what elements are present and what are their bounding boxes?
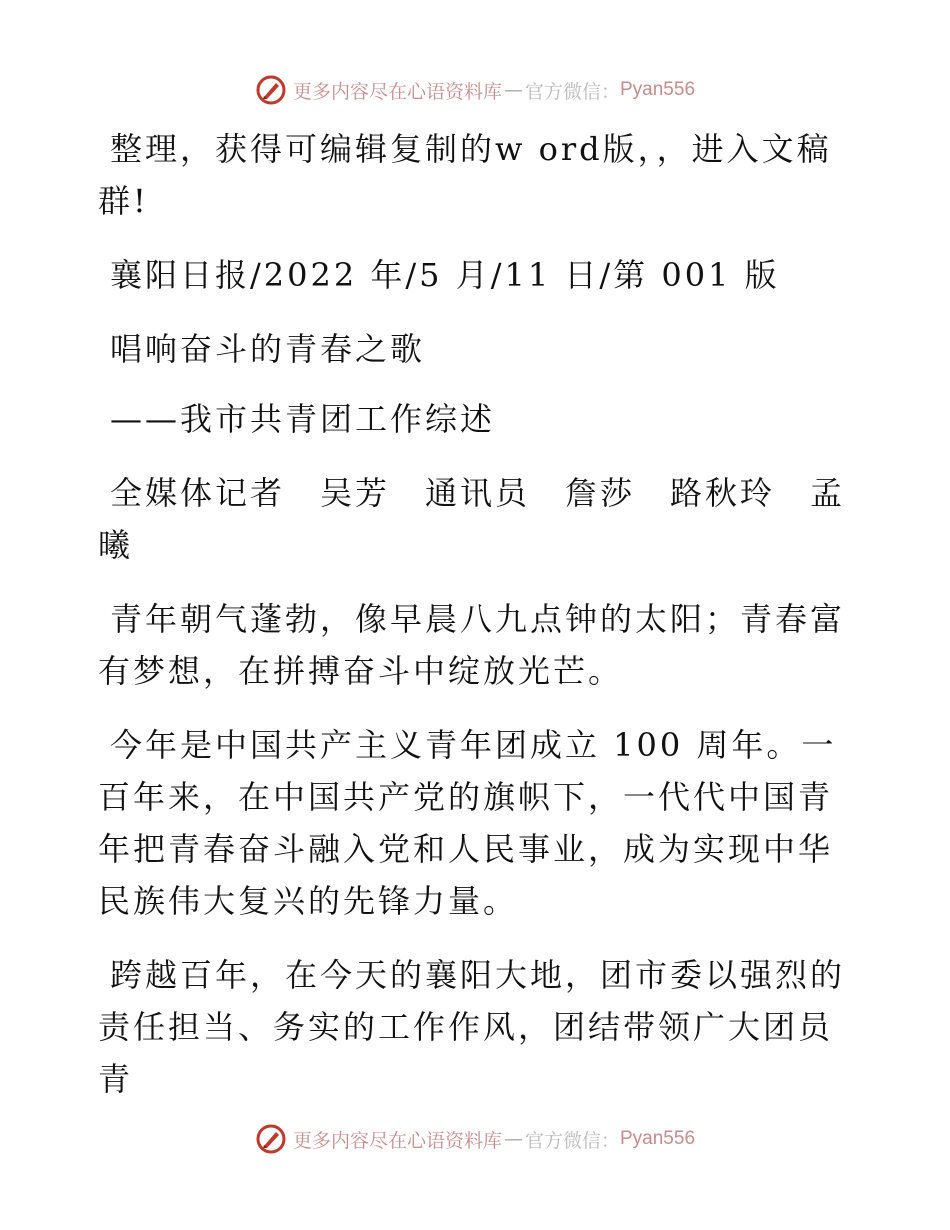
watermark-label: 官方微信： — [524, 1129, 620, 1152]
source-line: 襄阳日报/2022 年/5 月/11 日/第 001 版 — [110, 256, 780, 294]
intro-paragraph: 整理，获得可编辑复制的w ord版，，进入文稿群! — [98, 130, 832, 220]
document-body — [98, 123, 858, 1127]
article-subtitle: ——我市共青团工作综述 — [110, 400, 496, 438]
body-paragraph: 跨越百年，在今天的襄阳大地，团市委以强烈的责任担当、务实的工作作风，团结带领广大团员青 — [98, 956, 846, 1098]
pen-logo-icon — [255, 1123, 287, 1155]
watermark-label: 官方微信： — [524, 80, 620, 103]
body-paragraph: 青年朝气蓬勃，像早晨八九点钟的太阳；青春富有梦想，在拼搏奋斗中绽放光芒。 — [98, 600, 846, 690]
watermark-main-text: 更多内容尽在心语资料库 — [292, 80, 502, 103]
footer-watermark — [0, 1119, 950, 1159]
watermark-dash: — — [503, 1128, 523, 1150]
watermark-wechat-id: Pyan556 — [620, 79, 696, 100]
watermark-main-text: 更多内容尽在心语资料库 — [292, 1129, 502, 1152]
article-title: 唱响奋斗的青春之歌 — [110, 330, 426, 368]
header-watermark — [0, 70, 950, 110]
watermark-wechat-id: Pyan556 — [620, 1128, 696, 1149]
pen-logo-icon — [255, 74, 287, 106]
body-paragraph: 今年是中国共产主义青年团成立 100 周年。一百年来，在中国共产党的旗帜下，一代代中国青年把青春奋斗融入党和人民事业，成为实现中华民族伟大复兴的先锋力量。 — [98, 726, 837, 920]
watermark-dash: — — [503, 79, 523, 101]
byline: 全媒体记者 吴芳 通讯员 詹莎 路秋玲 孟曦 — [98, 474, 846, 564]
